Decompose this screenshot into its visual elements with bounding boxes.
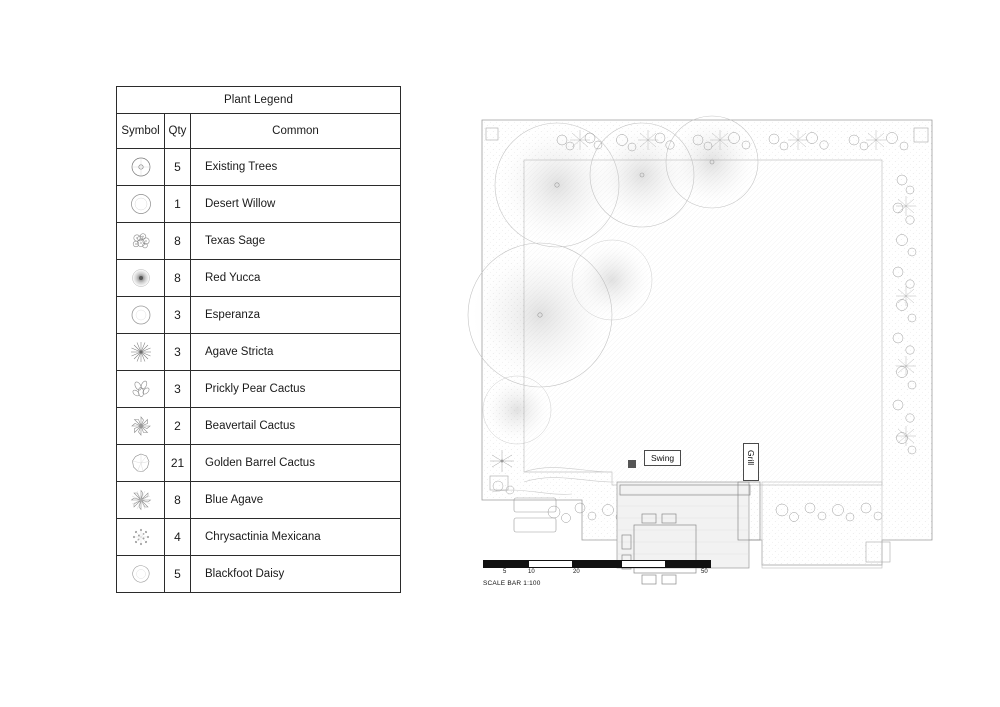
table-row	[117, 149, 400, 186]
beavertail-symbol	[117, 408, 165, 444]
legend-common-name: Esperanza	[205, 309, 260, 321]
legend-qty: 1	[165, 186, 191, 222]
scale-segment	[621, 560, 666, 568]
legend-qty: 8	[165, 260, 191, 296]
agave-stricta-symbol	[117, 334, 165, 370]
table-row	[117, 371, 400, 408]
table-row	[117, 556, 400, 592]
table-row	[117, 260, 400, 297]
plant-legend-table	[116, 86, 401, 593]
scale-tick: 50	[701, 569, 708, 575]
legend-qty: 3	[165, 297, 191, 333]
legend-qty: 3	[165, 334, 191, 370]
legend-qty: 5	[165, 556, 191, 592]
legend-qty: 4	[165, 519, 191, 555]
existing-trees-symbol	[117, 149, 165, 185]
legend-common-name: Desert Willow	[205, 198, 276, 210]
legend-common-name: Existing Trees	[205, 161, 278, 173]
landscape-site-plan	[462, 100, 952, 590]
red-yucca-symbol	[117, 260, 165, 296]
legend-common-name: Red Yucca	[205, 272, 261, 284]
legend-qty: 2	[165, 408, 191, 444]
legend-common-name: Prickly Pear Cactus	[205, 383, 306, 395]
legend-common-name: Blackfoot Daisy	[205, 568, 285, 580]
table-row	[117, 482, 400, 519]
scale-bar-segments	[483, 560, 711, 568]
legend-qty: 3	[165, 371, 191, 407]
scale-segment	[528, 560, 573, 568]
legend-common-name: Golden Barrel Cactus	[205, 457, 315, 469]
legend-common-name: Beavertail Cactus	[205, 420, 296, 432]
table-row	[117, 334, 400, 371]
prickly-pear-symbol	[117, 371, 165, 407]
legend-common-name: Texas Sage	[205, 235, 266, 247]
legend-header-row	[117, 114, 400, 149]
scale-bar-caption: SCALE BAR 1:100	[483, 580, 541, 587]
desert-willow-symbol	[117, 186, 165, 222]
legend-qty: 21	[165, 445, 191, 481]
scale-segment	[573, 560, 621, 568]
texas-sage-symbol	[117, 223, 165, 259]
scale-tick: 10	[528, 569, 535, 575]
table-row	[117, 408, 400, 445]
legend-qty: 8	[165, 482, 191, 518]
lounge-chairs	[514, 498, 556, 532]
golden-barrel-symbol	[117, 445, 165, 481]
table-row	[117, 519, 400, 556]
table-row	[117, 445, 400, 482]
scale-bar-ticks	[483, 568, 713, 580]
esperanza-symbol	[117, 297, 165, 333]
legend-qty: 5	[165, 149, 191, 185]
legend-qty: 8	[165, 223, 191, 259]
site-plan-svg	[462, 100, 952, 590]
blackfoot-daisy-symbol	[117, 556, 165, 592]
legend-common-name: Blue Agave	[205, 494, 264, 506]
scale-segment	[666, 560, 711, 568]
table-row	[117, 186, 400, 223]
legend-header-symbol: Symbol	[117, 114, 165, 148]
table-row	[117, 223, 400, 260]
legend-header-common: Common	[272, 125, 319, 137]
blue-agave-symbol	[117, 482, 165, 518]
legend-common-name: Agave Stricta	[205, 346, 274, 358]
scale-bar	[483, 560, 713, 587]
legend-header-qty: Qty	[165, 114, 191, 148]
legend-title: Plant Legend	[117, 87, 400, 114]
scale-tick: 20	[573, 569, 580, 575]
chrysactinia-symbol	[117, 519, 165, 555]
scale-tick: 5	[503, 569, 507, 575]
swing-label: Swing	[644, 450, 681, 466]
scale-segment	[483, 560, 528, 568]
legend-common-name: Chrysactinia Mexicana	[205, 531, 321, 543]
grill-label: Grill	[743, 443, 759, 481]
table-row	[117, 297, 400, 334]
